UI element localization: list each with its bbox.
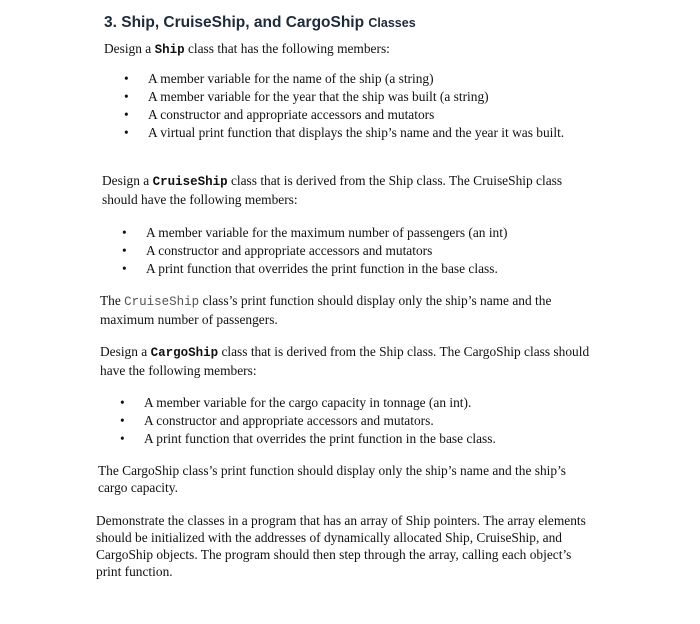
bullet-icon: • — [122, 243, 127, 258]
ship-intro — [104, 40, 664, 59]
cargoship-member-list — [120, 394, 600, 448]
page-title — [104, 14, 416, 32]
list-item — [122, 260, 592, 277]
cargo-intro-pre: Design a — [100, 344, 151, 359]
cargoship-class-code: CargoShip — [150, 346, 219, 360]
cruise-note-pre: The — [100, 293, 125, 308]
list-item-text: A member variable for the year that the ship was built (a string) — [148, 89, 489, 104]
list-item-text: A constructor and appropriate accessors and mutators — [148, 107, 435, 122]
cargo-intro-post: class that is derived from the Ship class. The CargoShip class should have the following members: — [100, 344, 590, 378]
bullet-icon: • — [124, 107, 129, 122]
list-item-text: A constructor and appropriate accessors and mutators. — [144, 413, 434, 428]
list-item — [120, 430, 600, 447]
bullet-icon: • — [122, 261, 127, 276]
bullet-icon: • — [122, 225, 127, 240]
cargoship-intro — [100, 343, 600, 379]
ship-class-code: Ship — [154, 43, 185, 57]
list-item-text: A member variable for the name of the ship (a string) — [148, 71, 434, 86]
list-item — [124, 70, 594, 87]
list-item-text: A print function that overrides the print function in the base class. — [146, 261, 498, 276]
bullet-icon: • — [124, 125, 129, 140]
bullet-icon: • — [124, 71, 129, 86]
list-item — [122, 224, 592, 241]
title-main: 3. Ship, CruiseShip, and CargoShip — [104, 14, 365, 31]
list-item-text: A print function that overrides the print function in the base class. — [144, 431, 496, 446]
bullet-icon: • — [120, 431, 125, 446]
cruise-note-post: class’s print function should display only the ship’s name and the maximum number of passengers. — [100, 293, 552, 327]
cruiseship-member-list — [122, 224, 592, 278]
cruiseship-class-code: CruiseShip — [152, 175, 228, 189]
ship-intro-pre: Design a — [104, 41, 155, 56]
title-suffix: Classes — [368, 16, 416, 30]
cargoship-print-note: The CargoShip class’s print function should display only the ship’s name and the ship’s cargo capacity. — [98, 463, 567, 495]
ship-member-list — [124, 70, 594, 142]
ship-intro-post: class that has the following members: — [184, 41, 390, 56]
list-item-text: A constructor and appropriate accessors and mutators — [146, 243, 433, 258]
list-item-text: A member variable for the maximum number of passengers (an int) — [146, 225, 508, 240]
list-item — [122, 242, 592, 259]
list-item — [120, 412, 600, 429]
bullet-icon: • — [124, 89, 129, 104]
list-item — [124, 88, 594, 105]
list-item — [120, 394, 600, 411]
list-item — [124, 124, 594, 141]
cruiseship-note-code: CruiseShip — [124, 295, 200, 309]
cruiseship-intro — [102, 172, 582, 208]
list-item-text: A virtual print function that displays the ship’s name and the year it was built. — [148, 125, 565, 140]
bullet-icon: • — [120, 395, 125, 410]
cruise-intro-pre: Design a — [102, 173, 153, 188]
list-item-text: A member variable for the cargo capacity in tonnage (an int). — [144, 395, 472, 410]
bullet-icon: • — [120, 413, 125, 428]
cruise-intro-post: class that is derived from the Ship class. The CruiseShip class should have the following members: — [102, 173, 563, 207]
demo-paragraph: Demonstrate the classes in a program that has an array of Ship pointers. The array elements should be initialized with the addresses of dynamically allocated Ship, CruiseShip, and CargoShip objects. The program should then step through the array, calling each object’s print function. — [96, 513, 586, 579]
cruiseship-print-note — [100, 292, 590, 328]
list-item — [124, 106, 594, 123]
